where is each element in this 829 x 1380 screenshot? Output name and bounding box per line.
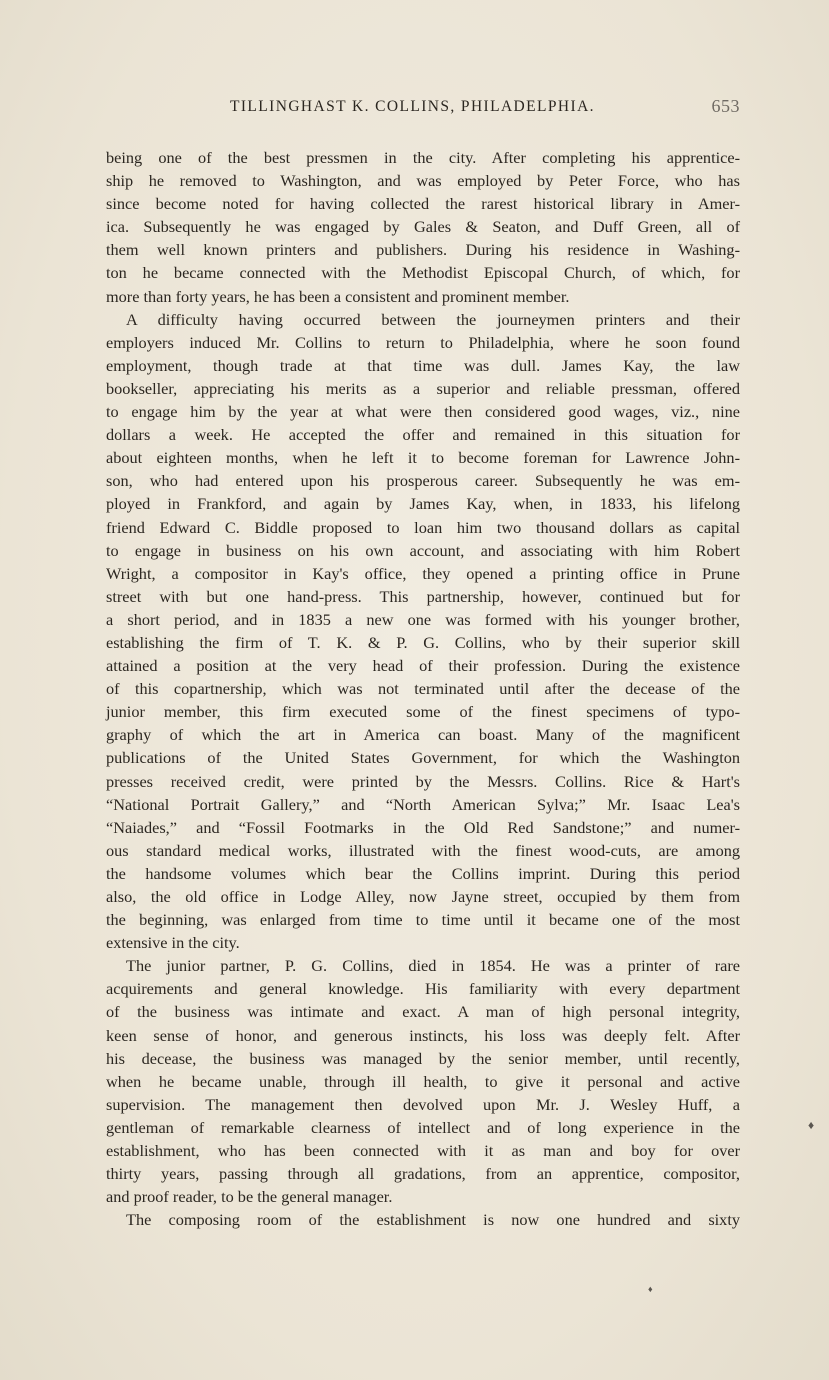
text-line: ica. Subsequently he was engaged by Gales & Seaton, and Duff Green, all of: [106, 217, 740, 237]
text-line: the handsome volumes which bear the Collins imprint. During this period: [106, 863, 740, 883]
text-line: and proof reader, to be the general manager.: [106, 1187, 393, 1207]
page-number: 653: [711, 96, 740, 116]
running-title: TILLINGHAST K. COLLINS, PHILADELPHIA.: [230, 98, 595, 115]
text-line: Wright, a compositor in Kay's office, they opened a printing office in Prune: [106, 563, 740, 583]
text-line: graphy of which the art in America can boast. Many of the magnificent: [106, 725, 740, 745]
text-line: to engage him by the year at what were then considered good wages, viz., nine: [106, 402, 740, 422]
text-line: more than forty years, he has been a consistent and prominent member.: [106, 286, 570, 306]
text-line: his decease, the business was managed by the senior member, until recently,: [106, 1048, 740, 1068]
text-line: of this copartnership, which was not terminated until after the decease of the: [106, 679, 740, 699]
text-line: being one of the best pressmen in the city. After completing his apprentice-: [106, 148, 740, 167]
text-line: extensive in the city.: [106, 933, 240, 953]
text-line: employment, though trade at that time was dull. James Kay, the law: [106, 355, 740, 375]
text-line: about eighteen months, when he left it to become foreman for Lawrence John-: [106, 448, 740, 468]
text-line: “National Portrait Gallery,” and “North American Sylva;” Mr. Isaac Lea's: [106, 794, 740, 814]
text-line: presses received credit, were printed by the Messrs. Collins. Rice & Hart's: [106, 771, 740, 791]
margin-speck: ♦: [808, 1118, 815, 1132]
text-line: ployed in Frankford, and again by James Kay, when, in 1833, his lifelong: [106, 494, 740, 514]
body-text: [106, 146, 740, 1231]
text-line: acquirements and general knowledge. His familiarity with every department: [106, 979, 740, 999]
text-line: junior member, this firm executed some of the finest specimens of typo-: [106, 702, 740, 722]
text-line: supervision. The management then devolved upon Mr. J. Wesley Huff, a: [106, 1094, 740, 1114]
running-head: [106, 98, 740, 122]
text-line: thirty years, passing through all gradations, from an apprentice, compositor,: [106, 1164, 740, 1184]
text-line: employers induced Mr. Collins to return to Philadelphia, where he soon found: [106, 332, 740, 352]
text-line: to engage in business on his own account, and associating with him Robert: [106, 540, 740, 560]
text-line: establishing the firm of T. K. & P. G. Collins, who by their superior skill: [106, 632, 740, 652]
text-line: street with but one hand-press. This partnership, however, continued but for: [106, 586, 740, 606]
margin-speck: ♦: [648, 1284, 653, 1294]
text-line: keen sense of honor, and generous instincts, his loss was deeply felt. After: [106, 1025, 740, 1045]
text-line: ship he removed to Washington, and was employed by Peter Force, who has: [106, 171, 740, 191]
text-line: ton he became connected with the Methodist Episcopal Church, of which, for: [106, 263, 740, 283]
paragraph-start-line: The junior partner, P. G. Collins, died in 1854. He was a printer of rare: [126, 956, 740, 976]
text-line: bookseller, appreciating his merits as a superior and reliable pressman, offered: [106, 378, 740, 398]
text-line: gentleman of remarkable clearness of intellect and of long experience in the: [106, 1117, 740, 1137]
text-line: dollars a week. He accepted the offer and remained in this situation for: [106, 425, 740, 445]
text-line: son, who had entered upon his prosperous career. Subsequently he was em-: [106, 471, 740, 491]
text-line: establishment, who has been connected with it as man and boy for over: [106, 1141, 740, 1161]
text-line: of the business was intimate and exact. A man of high personal integrity,: [106, 1002, 740, 1022]
text-line: “Naiades,” and “Fossil Footmarks in the Old Red Sandstone;” and numer-: [106, 817, 740, 837]
text-line: them well known printers and publishers. During his residence in Washing-: [106, 240, 740, 260]
text-line: a short period, and in 1835 a new one was formed with his younger brother,: [106, 609, 740, 629]
text-line: the beginning, was enlarged from time to time until it became one of the most: [106, 910, 740, 930]
text-line: attained a position at the very head of their profession. During the existence: [106, 656, 740, 676]
text-line: also, the old office in Lodge Alley, now Jayne street, occupied by them from: [106, 887, 740, 906]
text-line: publications of the United States Government, for which the Washington: [106, 748, 740, 768]
text-line: friend Edward C. Biddle proposed to loan him two thousand dollars as capital: [106, 517, 740, 537]
text-line: since become noted for having collected the rarest historical library in Amer-: [106, 194, 740, 214]
paragraph-start-line: A difficulty having occurred between the journeymen printers and their: [126, 309, 740, 329]
paragraph-start-line: The composing room of the establishment is now one hundred and sixty: [126, 1210, 740, 1230]
text-line: ous standard medical works, illustrated with the finest wood-cuts, are among: [106, 840, 740, 860]
text-line: when he became unable, through ill health, to give it personal and active: [106, 1071, 740, 1091]
